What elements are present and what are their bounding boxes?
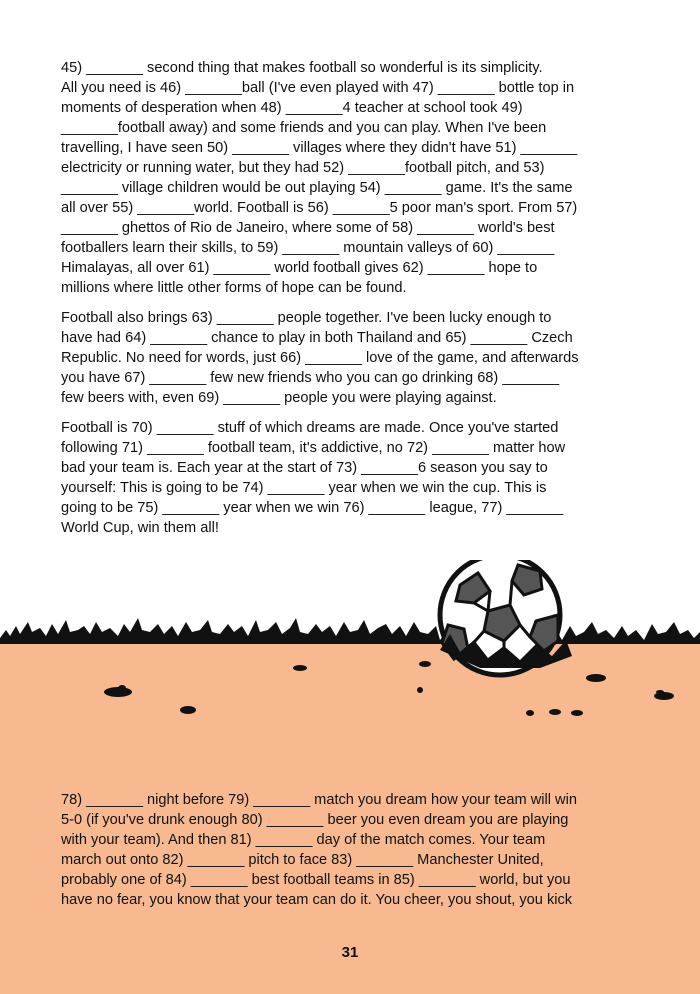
grass-edge	[0, 618, 700, 648]
text-line: Republic. No need for words, just 66) _______ love of the game, and afterwards	[61, 350, 579, 366]
text-line: following 71) _______ football team, it's addictive, no 72) _______ matter how	[61, 440, 566, 456]
text-line: all over 55) _______world. Football is 56) _______5 poor man's sport. From 57)	[61, 200, 578, 216]
article-bottom	[61, 790, 651, 920]
text-line: World Cup, win them all!	[61, 520, 219, 536]
text-line: _______ ghettos of Rio de Janeiro, where some of 58) _______ world's best	[61, 220, 555, 236]
text-line: bad your team is. Each year at the start of 73) _______6 season you say to	[61, 460, 548, 476]
text-line: 45) _______ second thing that makes football so wonderful is its simplicity.	[61, 60, 543, 76]
paragraph-2	[61, 308, 651, 408]
paragraph-3	[61, 418, 651, 538]
text-line: _______ village children would be out playing 54) _______ game. It's the same	[61, 180, 573, 196]
text-line: have had 64) _______ chance to play in both Thailand and 65) _______ Czech	[61, 330, 573, 346]
text-line: moments of desperation when 48) _______4 teacher at school took 49)	[61, 100, 523, 116]
text-line: few beers with, even 69) _______ people you were playing against.	[61, 390, 497, 406]
text-line: 5-0 (if you've drunk enough 80) _______ beer you even dream you are playing	[61, 812, 569, 828]
page-number: 31	[341, 944, 359, 961]
text-line: footballers learn their skills, to 59) _______ mountain valleys of 60) _______	[61, 240, 555, 256]
text-line: All you need is 46) _______ball (I've even played with 47) _______ bottle top in	[61, 80, 575, 96]
text-line: yourself: This is going to be 74) _______ year when we win the cup. This is	[61, 480, 547, 496]
text-line: going to be 75) _______ year when we win 76) _______ league, 77) _______	[61, 500, 564, 516]
football-on-grass-icon	[0, 560, 700, 994]
paragraph-4	[61, 790, 651, 910]
field-specks	[104, 661, 674, 716]
paragraph-1	[61, 58, 651, 298]
text-line: Football also brings 63) _______ people together. I've been lucky enough to	[61, 310, 552, 326]
text-line: with your team). And then 81) _______ day of the match comes. Your team	[61, 832, 546, 848]
text-line: _______football away) and some friends and you can play. When I've been	[61, 120, 547, 136]
text-line: 78) _______ night before 79) _______ match you dream how your team will win	[61, 792, 577, 808]
text-line: march out onto 82) _______ pitch to face 83) _______ Manchester United,	[61, 852, 544, 868]
text-line: have no fear, you know that your team can do it. You cheer, you shout, you kick	[61, 892, 573, 908]
text-line: electricity or running water, but they had 52) _______football pitch, and 53)	[61, 160, 545, 176]
article-top	[61, 58, 651, 548]
text-line: Football is 70) _______ stuff of which dreams are made. Once you've started	[61, 420, 559, 436]
text-line: millions where little other forms of hope can be found.	[61, 280, 407, 296]
text-line: you have 67) _______ few new friends who you can go drinking 68) _______	[61, 370, 560, 386]
text-line: probably one of 84) _______ best football teams in 85) _______ world, but you	[61, 872, 571, 888]
text-line: Himalayas, all over 61) _______ world football gives 62) _______ hope to	[61, 260, 538, 276]
text-line: travelling, I have seen 50) _______ villages where they didn't have 51) _______	[61, 140, 578, 156]
